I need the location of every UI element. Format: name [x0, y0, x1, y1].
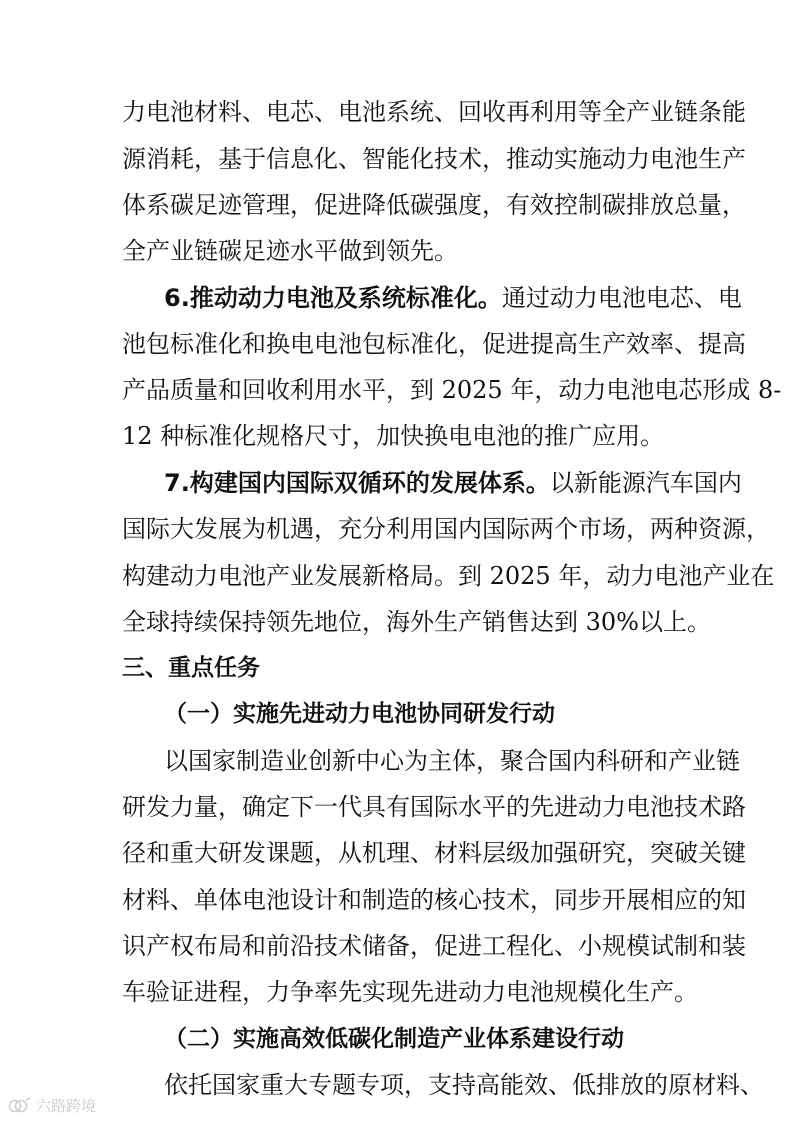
section-heading: 三、重点任务	[122, 655, 260, 681]
item-6-title: 6.推动动力电池及系统标准化。	[164, 284, 502, 312]
text-line: 车验证进程，力争率先实现先进动力电池规模化生产。	[122, 978, 698, 1006]
text-line: 全产业链碳足迹水平做到领先。	[122, 237, 458, 265]
text-line: 以国家制造业创新中心为主体，聚合国内科研和产业链	[164, 747, 740, 775]
subsection-heading: （一）实施先进动力电池协同研发行动	[164, 700, 555, 727]
brand-logo-icon	[8, 1096, 32, 1114]
item-7-title: 7.构建国内国际双循环的发展体系。	[164, 469, 550, 497]
text-line: 国际大发展为机遇，充分利用国内国际两个市场，两种资源，	[122, 515, 770, 543]
watermark	[8, 1094, 96, 1116]
text-line: 材料、单体电池设计和制造的核心技术，同步开展相应的知	[122, 886, 746, 914]
item-6-first-line	[164, 283, 742, 313]
text-span: 通过动力电池电芯、电	[501, 284, 742, 312]
watermark-text: 六路跨境	[36, 1096, 97, 1115]
text-line: 池包标准化和换电电池包标准化，促进提高生产效率、提高	[122, 330, 746, 358]
text-line: 识产权布局和前沿技术储备，促进工程化、小规模试制和装	[122, 932, 746, 960]
text-line: 研发力量，确定下一代具有国际水平的先进动力电池技术路	[122, 793, 746, 821]
text-line: 力电池材料、电芯、电池系统、回收再利用等全产业链条能	[122, 98, 746, 126]
subsection-heading: （二）实施高效低碳化制造产业体系建设行动	[164, 1025, 624, 1052]
text-line: 径和重大研发课题，从机理、材料层级加强研究，突破关键	[122, 839, 746, 867]
text-line: 依托国家重大专题专项，支持高能效、低排放的原材料、	[164, 1071, 764, 1099]
text-line: 全球持续保持领先地位，海外生产销售达到 30%以上。	[122, 608, 711, 636]
text-line: 源消耗，基于信息化、智能化技术，推动实施动力电池生产	[122, 145, 746, 173]
text-line: 构建动力电池产业发展新格局。到 2025 年，动力电池产业在	[122, 562, 775, 590]
text-line: 12 种标准化规格尺寸，加快换电电池的推广应用。	[122, 422, 665, 450]
item-7-first-line	[164, 468, 742, 498]
text-span: 以新能源汽车国内	[549, 469, 742, 497]
text-line: 体系碳足迹管理，促进降低碳强度，有效控制碳排放总量，	[122, 191, 746, 219]
text-line: 产品质量和回收利用水平，到 2025 年，动力电池电芯形成 8-	[122, 376, 782, 404]
